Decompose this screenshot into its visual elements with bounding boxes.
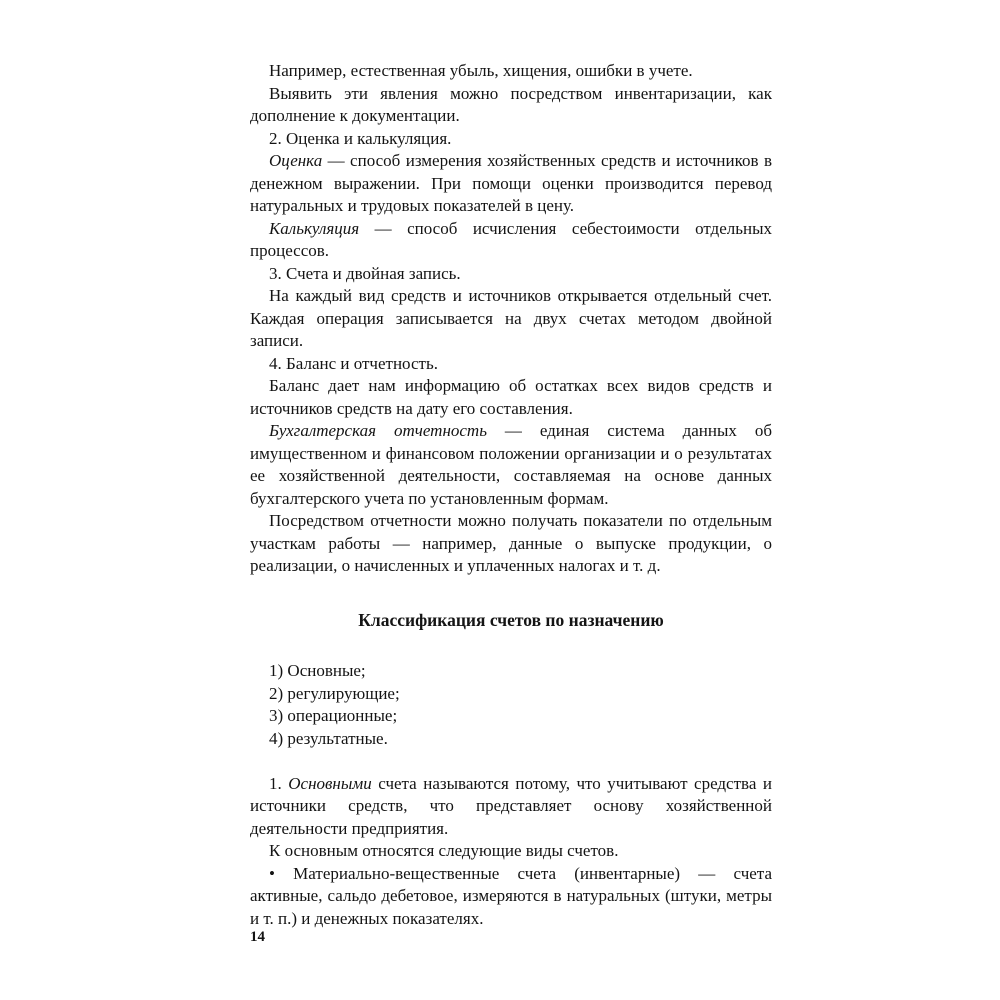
paragraph xyxy=(250,420,772,510)
paragraph: Выявить эти явления можно посредством инвентаризации, как дополнение к документации. xyxy=(250,83,772,125)
paragraph: 3. Счета и двойная запись. xyxy=(269,263,461,283)
paragraph xyxy=(250,150,772,218)
list-item: 3) операционные; xyxy=(269,706,398,725)
classification-list xyxy=(250,660,772,750)
paragraph-text: — способ измерения хозяйственных средств и источников в денежном выражении. При помощи оценки производится перевод натуральных и трудовых показателей в цену. xyxy=(250,151,772,215)
page-number: 14 xyxy=(250,929,265,945)
term-italic: Основными xyxy=(288,773,372,793)
paragraph: Баланс дает нам информацию об остатках всех видов средств и источников средств на дату его составления. xyxy=(250,376,772,418)
list-item: 2) регулирующие; xyxy=(269,683,400,703)
section-heading: Классификация счетов по назначению xyxy=(358,609,664,630)
list-item: 1) Основные; xyxy=(269,661,366,680)
paragraph: Посредством отчетности можно получать показатели по отдельным участкам работы — например, данные о выпуске продукции, о реализации, о начисленных и уплаченных налогах и т. д. xyxy=(250,511,772,575)
paragraph: К основным относятся следующие виды счетов. xyxy=(269,841,619,860)
paragraph: Например, естественная убыль, хищения, ошибки в учете. xyxy=(269,61,693,80)
paragraph-text: — единая система данных об имущественном и финансовом положении организации и о результатах ее хозяйственной деятельности, составляемая на основе данных бухгалтерского учета по установленным формам. xyxy=(250,421,772,508)
paragraph: 2. Оценка и калькуляция. xyxy=(269,128,452,148)
term-italic: Калькуляция xyxy=(269,218,360,238)
term-italic: Бухгалтерская отчетность xyxy=(269,421,487,440)
paragraph: На каждый вид средств и источников открывается отдельный счет. Каждая операция записывается на двух счетах методом двойной записи. xyxy=(250,286,772,350)
paragraph-text: — способ исчисления себестоимости отдельных процессов. xyxy=(250,218,772,260)
paragraph-text: счета называются потому, что учитывают средства и источники средств, что представляет основу хозяйственной деятельности предприятия. xyxy=(250,773,773,838)
paragraph-text: 1. xyxy=(269,773,289,793)
paragraph: 4. Баланс и отчетность. xyxy=(269,353,438,373)
text-column xyxy=(250,60,772,930)
paragraph xyxy=(250,218,772,263)
term-italic: Оценка xyxy=(269,151,323,170)
bullet-paragraph: • Материально-вещественные счета (инвентарные) — счета активные, сальдо дебетовое, измеряются в натуральных (штуки, метры и т. п.) и денежных показателях. xyxy=(250,863,772,928)
list-item: 4) результатные. xyxy=(269,728,388,748)
paragraph xyxy=(250,773,772,841)
